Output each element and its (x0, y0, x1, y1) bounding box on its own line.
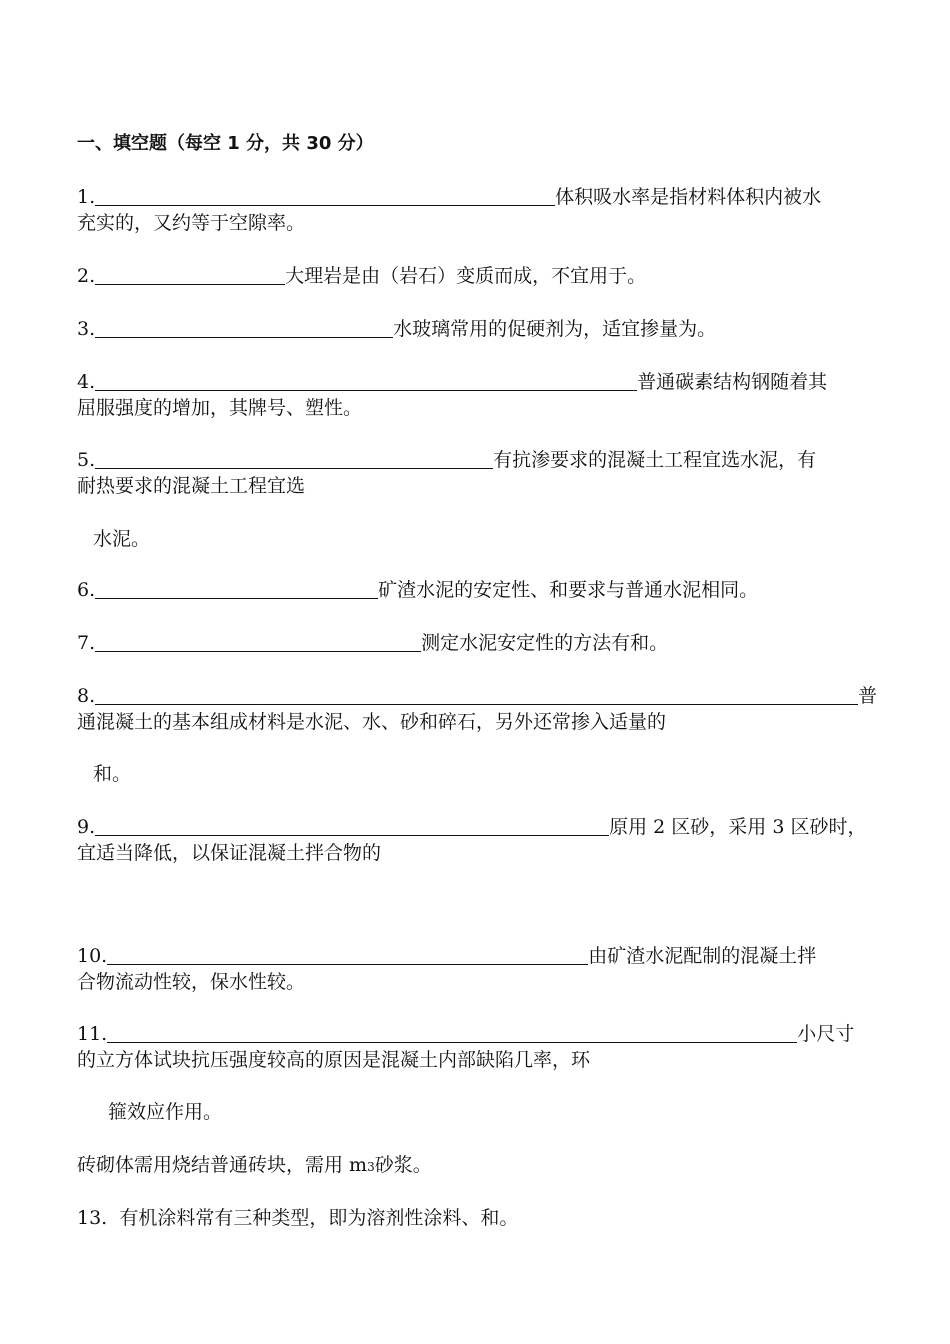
question-text: 有抗渗要求的混凝土工程宜选水泥，有 (493, 449, 817, 471)
question-number: 4. (77, 371, 96, 393)
answer-blank[interactable] (95, 815, 609, 836)
question-number: 6. (77, 579, 96, 601)
question-number: 10. (77, 945, 108, 967)
question-4-continuation: 屈服强度的增加，其牌号、塑性。 (77, 397, 363, 419)
question-text: 原用 2 区砂，采用 3 区砂时， (609, 816, 867, 838)
question-5-continuation: 水泥。 (93, 528, 151, 550)
question-text: 小尺寸 (797, 1023, 855, 1045)
question-text: 测定水泥安定性的方法有和。 (421, 632, 669, 654)
answer-blank[interactable] (107, 1022, 797, 1043)
answer-blank[interactable] (107, 944, 588, 965)
question-number: 7. (77, 632, 96, 654)
question-text: 普通碳素结构钢随着其 (637, 371, 828, 393)
question-text: 砖砌体需用烧结普通砖块，需用 m (77, 1154, 368, 1176)
question-10-continuation: 合物流动性较，保水性较。 (77, 971, 306, 993)
question-3 (77, 316, 716, 342)
question-text: 大理岩是由（岩石）变质而成，不宜用于。 (285, 265, 647, 287)
answer-blank[interactable] (95, 578, 378, 599)
question-number: 1. (77, 186, 96, 208)
question-text: 矿渣水泥的安定性、和要求与普通水泥相同。 (378, 579, 759, 601)
question-11-continuation: 箍效应作用。 (108, 1101, 223, 1123)
question-1 (77, 184, 821, 210)
section-heading: 一、填空题（每空 1 分，共 30 分） (77, 133, 374, 154)
answer-blank[interactable] (95, 264, 285, 285)
question-text: 由矿渣水泥配制的混凝土拌 (588, 945, 817, 967)
question-5-continuation: 耐热要求的混凝土工程宜选 (77, 475, 306, 497)
question-11-continuation: 的立方体试块抗压强度较高的原因是混凝土内部缺陷几率，环 (77, 1049, 591, 1071)
unit-subscript: 3 (367, 1160, 375, 1174)
question-text: 体积吸水率是指材料体积内被水 (555, 186, 822, 208)
question-9 (77, 814, 866, 840)
answer-blank[interactable] (95, 448, 493, 469)
question-8-continuation: 通混凝土的基本组成材料是水泥、水、砂和碎石，另外还常掺入适量的 (77, 711, 667, 733)
question-2 (77, 263, 646, 289)
question-7 (77, 630, 668, 656)
question-8-continuation: 和。 (93, 763, 132, 785)
question-6 (77, 577, 758, 603)
question-text: 普 (858, 685, 878, 707)
answer-blank[interactable] (95, 185, 555, 206)
question-1-continuation: 充实的，又约等于空隙率。 (77, 212, 306, 234)
question-5 (77, 447, 816, 473)
question-number: 9. (77, 816, 96, 838)
question-text: 有机涂料常有三种类型，即为溶剂性涂料、和。 (119, 1207, 519, 1229)
question-text: 水玻璃常用的促硬剂为，适宜掺量为。 (393, 318, 717, 340)
answer-blank[interactable] (95, 631, 421, 652)
question-text: 砂浆。 (374, 1154, 432, 1176)
question-number: 13. (77, 1207, 108, 1229)
question-8 (77, 683, 877, 709)
question-13 (77, 1205, 518, 1231)
question-9-continuation: 宜适当降低，以保证混凝土拌合物的 (77, 842, 382, 864)
answer-blank[interactable] (95, 370, 637, 391)
question-10 (77, 943, 816, 969)
question-number: 11. (77, 1023, 108, 1045)
answer-blank[interactable] (95, 684, 858, 705)
question-number: 2. (77, 265, 96, 287)
question-number: 3. (77, 318, 96, 340)
question-number: 5. (77, 449, 96, 471)
question-4 (77, 369, 827, 395)
question-11 (77, 1021, 854, 1047)
question-number: 8. (77, 685, 96, 707)
answer-blank[interactable] (95, 317, 393, 338)
question-12 (77, 1152, 432, 1180)
